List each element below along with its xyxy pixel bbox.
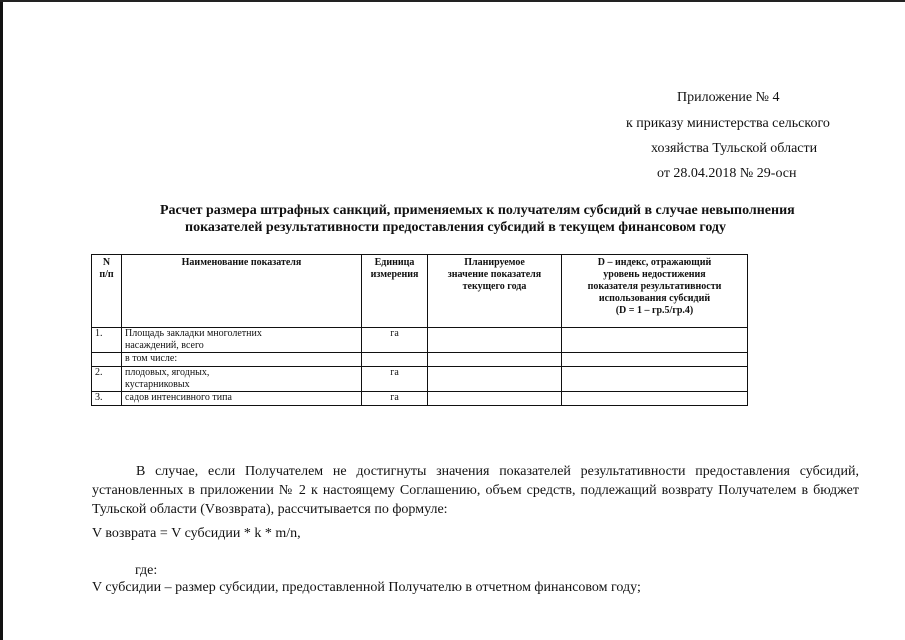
annex-order-ref: к приказу министерства сельского xyxy=(626,116,830,131)
definition-v-subsidy: V субсидии – размер субсидии, предоставленной Получателю в отчетном финансовом году; xyxy=(92,580,641,595)
row-planned xyxy=(428,392,562,406)
col-header-unit: Единица измерения xyxy=(362,255,428,328)
table-row xyxy=(92,328,748,353)
row-unit: га xyxy=(362,328,428,353)
title-line-2: показателей результативности предоставления субсидий в текущем финансовом году xyxy=(185,220,727,235)
row-number: 3. xyxy=(92,392,122,406)
row-unit: га xyxy=(362,392,428,406)
table-row xyxy=(92,367,748,392)
row-indicator: Площадь закладки многолетних насаждений, всего xyxy=(122,328,362,353)
table-header-row xyxy=(92,255,748,328)
annex-date: от 28.04.2018 № 29-осн xyxy=(657,166,797,181)
scan-border-left xyxy=(0,0,3,640)
table-row xyxy=(92,392,748,406)
penalty-table xyxy=(91,254,748,406)
row-number: 2. xyxy=(92,367,122,392)
formula: V возврата = V субсидии * k * m/n, xyxy=(92,526,301,541)
row-number xyxy=(92,353,122,367)
row-indicator: садов интенсивного типа xyxy=(122,392,362,406)
where-label: где: xyxy=(135,563,158,578)
annex-number: Приложение № 4 xyxy=(677,90,780,105)
row-planned xyxy=(428,353,562,367)
row-index xyxy=(562,328,748,353)
scan-border-top xyxy=(0,0,905,2)
row-planned xyxy=(428,367,562,392)
row-unit xyxy=(362,353,428,367)
row-unit: га xyxy=(362,367,428,392)
row-index xyxy=(562,392,748,406)
row-indicator: плодовых, ягодных, кустарниковых xyxy=(122,367,362,392)
col-header-planned: Планируемое значение показателя текущего года xyxy=(428,255,562,328)
row-index xyxy=(562,353,748,367)
col-header-number: N п/п xyxy=(92,255,122,328)
body-paragraph: В случае, если Получателем не достигнуты значения показателей результативности предоставления субсидий, установленных в приложении № 2 к настоящему Соглашению, объем средств, подлежащий возврату Получателем в бюджет Тульской области (Vвозврата), рассчитывается по формуле: xyxy=(92,464,859,517)
row-indicator: в том числе: xyxy=(122,353,362,367)
row-index xyxy=(562,367,748,392)
title-line-1: Расчет размера штрафных санкций, применяемых к получателям субсидий в случае невыполнения xyxy=(160,203,795,218)
row-number: 1. xyxy=(92,328,122,353)
col-header-indicator: Наименование показателя xyxy=(122,255,362,328)
annex-ministry: хозяйства Тульской области xyxy=(651,141,818,156)
table-row xyxy=(92,353,748,367)
row-planned xyxy=(428,328,562,353)
col-header-index: D – индекс, отражающий уровень недостижения показателя результативности использования субсидий (D = 1 – гр.5/гр.4) xyxy=(562,255,748,328)
